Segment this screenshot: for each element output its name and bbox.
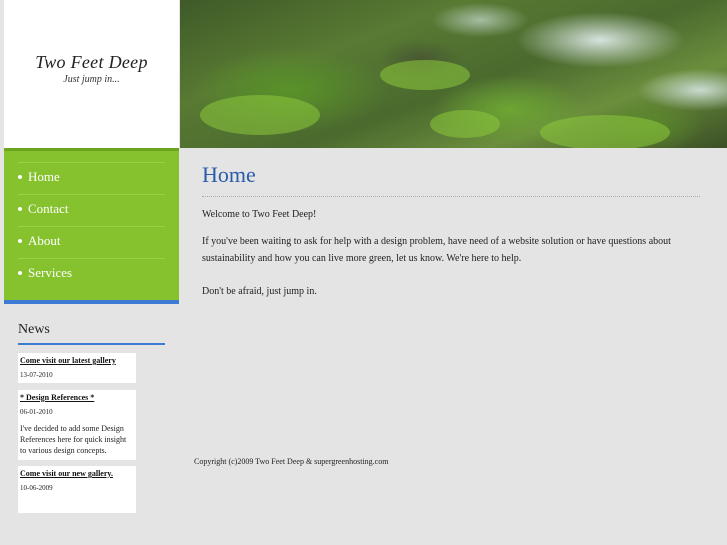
header-banner-image bbox=[180, 0, 727, 148]
news-item bbox=[18, 353, 136, 383]
news-item bbox=[18, 466, 136, 513]
nav-item-about[interactable] bbox=[18, 226, 165, 257]
news-item-title-link[interactable]: * Design References * bbox=[20, 393, 95, 402]
nav-item-label[interactable]: Home bbox=[28, 169, 60, 184]
main-navigation bbox=[4, 148, 179, 300]
bullet-icon bbox=[18, 207, 22, 211]
news-item-body: I've decided to add some Design References here for quick insight to various design concepts. bbox=[20, 424, 127, 455]
news-heading: News bbox=[18, 322, 50, 337]
nav-bottom-border bbox=[4, 300, 179, 304]
nav-item-label[interactable]: Contact bbox=[28, 201, 69, 216]
news-item-date: 10-06-2009 bbox=[20, 484, 53, 492]
nav-item-label[interactable]: About bbox=[28, 233, 61, 248]
nav-item-home[interactable] bbox=[18, 162, 165, 193]
news-item-title-link[interactable]: Come visit our new gallery. bbox=[20, 469, 113, 478]
page-title: Home bbox=[202, 162, 256, 187]
nav-item-label[interactable]: Services bbox=[28, 265, 73, 280]
news-item-date: 06-01-2010 bbox=[20, 408, 53, 416]
title-divider bbox=[202, 196, 700, 197]
closing-paragraph: Don't be afraid, just jump in. bbox=[202, 286, 317, 297]
welcome-paragraph: Welcome to Two Feet Deep! bbox=[202, 209, 317, 220]
bullet-icon bbox=[18, 271, 22, 275]
bullet-icon bbox=[18, 175, 22, 179]
footer-copyright: Copyright (c)2009 Two Feet Deep & supergreenhosting.com bbox=[194, 457, 389, 466]
nav-item-services[interactable] bbox=[18, 258, 165, 289]
news-divider bbox=[18, 343, 165, 345]
news-item-title-link[interactable]: Come visit our latest gallery bbox=[20, 356, 116, 365]
nav-list bbox=[4, 162, 179, 290]
intro-paragraph: If you've been waiting to ask for help with a design problem, have need of a website solution or have questions about sustainability and how you can live more green, let us know. We're here to help. bbox=[202, 236, 671, 264]
nav-item-contact[interactable] bbox=[18, 194, 165, 225]
nav-top-border bbox=[4, 148, 179, 151]
news-item-date: 13-07-2010 bbox=[20, 371, 53, 379]
site-title: Two Feet Deep bbox=[35, 52, 148, 72]
site-tagline: Just jump in... bbox=[63, 74, 120, 85]
news-item bbox=[18, 390, 136, 460]
bullet-icon bbox=[18, 239, 22, 243]
site-logo[interactable] bbox=[4, 0, 179, 148]
